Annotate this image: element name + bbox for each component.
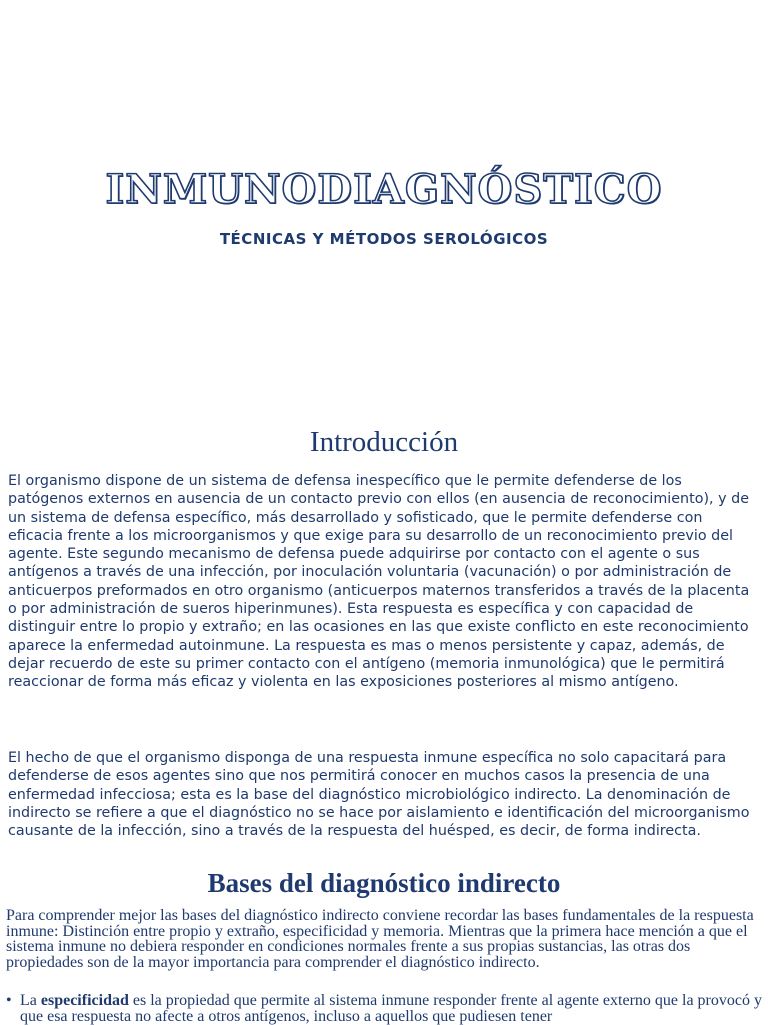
intro-paragraph-2: El hecho de que el organismo disponga de una respuesta inmune específica no solo capacitará para defenderse de esos agentes sino que nos permitirá conocer en muchos casos la presencia de una enfermedad infecciosa; esta es la base del diagnóstico microbiológico indirecto. La denominación de indirecto se refiere a que el diagnóstico no se hace por aislamiento e identificación del microorganismo causante de la infección, sino a través de la respuesta del huésped, es decir, de forma indirecta. <box>8 750 750 840</box>
document-title: INMUNODIAGNÓSTICO <box>105 166 663 213</box>
intro-paragraph-1: El organismo dispone de un sistema de defensa inespecífico que le permite defenderse de los patógenos externos en ausencia de un contacto previo con ellos (en ausencia de reconocimiento), y de un sistema de defensa específico, más desarrollado y sofisticado, que le permite defenderse con eficacia frente a los microorganismos y que exige para su desarrollo de un reconocimiento previo del agente. Este segundo mecanismo de defensa puede adquirirse por contacto con el agente o sus antígenos a través de una infección, por inoculación voluntaria (vacunación) o por administración de anticuerpos preformados en otro organismo (anticuerpos maternos transferidos a través de la placenta o por administración de sueros hiperinmunes). Esta respuesta es específica y con capacidad de distinguir entre lo propio y extraño; en las ocasiones en las que existe conflicto en este reconocimiento aparece la enfermedad autoinmune. La respuesta es mas o menos persistente y capaz, además, de dejar recuerdo de este su primer contacto con el antígeno (memoria inmunológica) que le permitirá reaccionar de forma más eficaz y violenta en las exposiciones posteriores al mismo antígeno. <box>8 473 750 691</box>
bullet-text <box>20 993 762 1024</box>
bullet-prefix: La <box>20 992 41 1009</box>
bases-heading: Bases del diagnóstico indirecto <box>207 868 561 898</box>
bullet-marker: • <box>6 992 12 1009</box>
bases-paragraph: Para comprender mejor las bases del diagnóstico indirecto conviene recordar las bases fundamentales de la respuesta inmune: Distinción entre propio y extraño, especificidad y memoria. Mientras que la primera hace mención a que el sistema inmune no debiera responder en condiciones normales frente a sus propias sustancias, las otras dos propiedades son de la mayor importancia para comprender el diagnóstico indirecto. <box>6 907 754 971</box>
bullet-term: especificidad <box>40 992 129 1009</box>
bullet-rest: es la propiedad que permite al sistema inmune responder frente al agente externo que la provocó y que esa respuesta no afecte a otros antígenos, incluso a aquellos que pudiesen tener <box>20 992 762 1025</box>
document-subtitle: TÉCNICAS Y MÉTODOS SEROLÓGICOS <box>219 230 549 248</box>
intro-heading: Introducción <box>309 426 459 458</box>
